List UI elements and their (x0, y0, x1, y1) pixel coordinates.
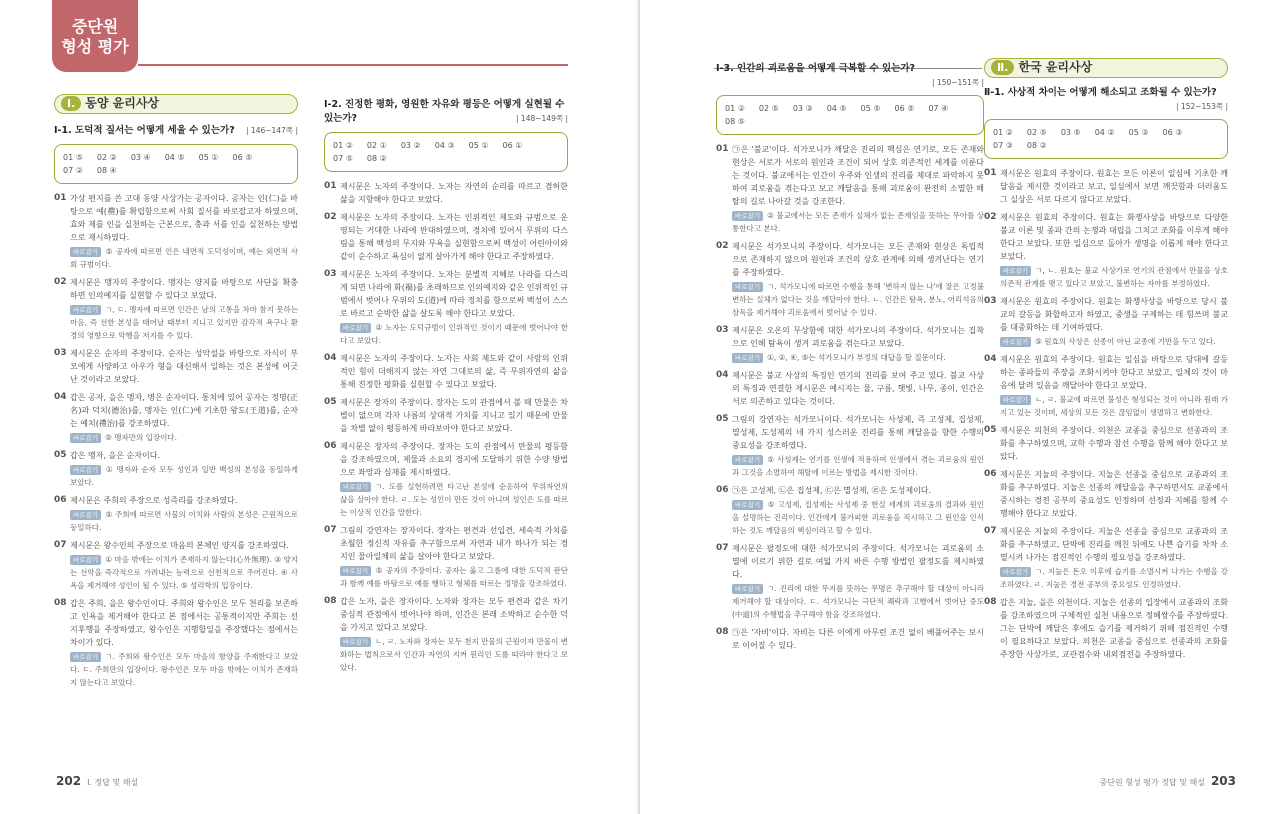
correction-note (340, 564, 568, 590)
page-number-right (1099, 774, 1236, 788)
correction-note (70, 508, 298, 534)
answer-key: 07 ③ (993, 141, 1013, 150)
explanation-item (984, 468, 1228, 520)
item-text: 제시문은 순자의 주장이다. 순자는 성악설을 바탕으로 자식이 부모에게 사양하고 아우가 형을 대신해서 일하는 것은 본성에 어긋난 것이라고 보았다. (70, 349, 298, 384)
question-title (324, 98, 568, 126)
item-number: 08 (54, 598, 67, 608)
correction-badge: 바로잡기 (70, 247, 101, 257)
correction-note (70, 431, 298, 444)
item-body (340, 595, 568, 674)
correction-text: ㄴ, ㄹ. 노자와 장자는 모두 천지 만물의 근원이자 만물이 변화하는 법칙으로서 인간과 자연의 지켜 원리인 도를 따라야 한다고 보았다. (340, 637, 568, 672)
item-number: 03 (716, 325, 729, 335)
item-body (70, 449, 298, 489)
page-number-left (56, 774, 138, 788)
item-text: 그림의 강연자는 석가모니이다. 석가모니는 사성제, 즉 고성제, 집성제, 멸성제, 도성제의 네 가지 성스러운 진리를 통해 깨달음을 향한 수행의 중요성을 강조하였다. (732, 415, 984, 450)
item-body (732, 626, 984, 652)
item-text: 제시문은 석가모니의 주장이다. 석가모니는 모든 존재와 현상은 독립적으로 존재하지 않으며 원인과 조건의 상호 관계에 의해 생겨난다는 연기를 주장하였다. (732, 242, 984, 277)
correction-badge: 바로잡기 (70, 305, 101, 315)
answer-key: 03 ③ (792, 104, 813, 113)
answer-key: 01 ② (333, 141, 353, 150)
item-text: 제시문은 원효의 주장이다. 원효는 일심을 바탕으로 당대에 갈등하는 종파들의 주장을 조화시켜야 한다고 보았고, 일체의 것이 마음에 달려 있음을 깨달아야 한다고 보았다. (1000, 355, 1228, 390)
explanation-item (984, 596, 1228, 661)
correction-badge: 바로잡기 (70, 465, 101, 475)
section-tab (52, 0, 138, 72)
correction-badge: 바로잡기 (340, 323, 371, 333)
correction-badge: 바로잡기 (70, 555, 101, 565)
item-text: 갑은 공자, 을은 맹자, 병은 순자이다. 통치에 있어 공자는 정명(正名)과 덕치(德治)를, 맹자는 인(仁)에 기초한 왕도(王道)를, 순자는 예치(禮治)를 강조하였다. (70, 393, 298, 428)
correction-note (70, 553, 298, 592)
item-body (340, 440, 568, 519)
item-text: 제시문은 주희의 주장으로 성즉리를 강조하였다. (70, 496, 238, 505)
answer-key: 08 ② (366, 154, 387, 163)
footer-label: I. 정답 및 해설 (87, 778, 139, 787)
item-number: 05 (324, 397, 337, 407)
answer-key: 05 ① (198, 153, 219, 162)
answer-key: 04 ⑤ (164, 153, 185, 162)
correction-note (732, 453, 984, 479)
item-number: 08 (984, 597, 997, 607)
item-body (340, 268, 568, 347)
correction-badge: 바로잡기 (1000, 567, 1031, 577)
answer-key: 01 ⑤ (63, 153, 83, 162)
footer-label: 중단원 형성 평가 정답 및 해설 (1099, 778, 1205, 787)
correction-note (1000, 335, 1228, 348)
item-body (1000, 353, 1228, 419)
explanation-item (54, 347, 298, 386)
item-body (70, 347, 298, 386)
correction-badge: 바로잡기 (732, 282, 763, 292)
explanation-item (984, 295, 1228, 348)
correction-badge: 바로잡기 (70, 433, 101, 443)
item-number: 07 (716, 543, 729, 553)
column-3 (716, 58, 984, 657)
tab-line2: 형성 평가 (61, 37, 129, 56)
correction-badge: 바로잡기 (1000, 266, 1031, 276)
correction-text: ㄱ, ㄷ. 맹자에 따르면 인간은 남의 고통을 차마 참지 못하는 마음, 즉 선한 본성을 태어날 때부터 지니고 있지만 감각적 욕구나 환경의 영향으로 악행을 저지를 수 있다. (70, 305, 298, 340)
section-heading-1 (54, 94, 298, 114)
explanation-item (324, 352, 568, 391)
correction-note (340, 321, 568, 347)
explanation-item (716, 413, 984, 479)
item-text: 제시문은 지눌의 주장이다. 지눌은 선종을 중심으로 교종과의 조화를 추구하였고, 단박에 진리를 깨친 뒤에도 나쁜 습기를 차차 소멸시켜 나가는 점진적인 수행의 필요성을 강조하였다. (1000, 527, 1228, 562)
correction-badge: 바로잡기 (340, 637, 371, 647)
correction-text: ㄱ. 도를 실현하려면 타고난 본성에 순응하여 무위자연의 삶을 살아야 한다. ㄹ. 도는 성인이 만든 것이 아니며 성인은 도를 따르는 이상적 인간을 말한다. (340, 482, 568, 517)
item-text: 제시문은 오온의 무상함에 대한 석가모니의 주장이다. 석가모니는 집착으로 인해 탐욕이 생겨 괴로움을 겪는다고 보았다. (732, 326, 984, 348)
item-body (340, 396, 568, 435)
explanation-item (716, 369, 984, 408)
explanation-item (54, 597, 298, 689)
item-number: 01 (324, 181, 337, 191)
explanation-item (324, 268, 568, 347)
question-title-text: Ⅰ-2. 진정한 평화, 영원한 자유와 평등은 어떻게 실현될 수 있는가? (324, 99, 565, 124)
explanation-item (54, 449, 298, 489)
answer-key: 08 ⑤ (725, 117, 745, 126)
explanation-item (54, 539, 298, 592)
item-text: 제시문은 노자의 주장이다. 노자는 인위적인 제도와 규범으로 운영되는 거대한 나라에 반대하였으며, 경치에 있어서 무위의 다스림을 통해 백성의 무지와 무욕을 실현함으로써 백성이 어린아이와 같이 순수하고 욕심이 없게 살아가게 해야 한다고 주장하였다. (340, 213, 568, 261)
answer-key: 01 ② (725, 104, 745, 113)
explanation-item (984, 353, 1228, 419)
answer-key: 04 ② (1094, 128, 1115, 137)
item-number: 07 (324, 525, 337, 535)
tab-line1: 중단원 (71, 17, 119, 36)
item-text: 갑은 지눌, 을은 의천이다. 지눌은 선종의 입장에서 교종과의 조화를 강조하였으며 구체적인 실천 내용으로 정혜쌍수를 주장하였다. 그는 단박에 깨달은 후에도 습기를 제거하기 위해 점진적인 수행이 필요하다고 보았다. 의천은 교종을 중심으로 선종과의 조화를 주장한 사상가로, 교관겸수와 내외겸전을 주장하였다. (1000, 598, 1228, 659)
explanation-item (984, 167, 1228, 206)
item-body (70, 539, 298, 592)
correction-note (732, 209, 984, 235)
item-body (1000, 525, 1228, 591)
item-body (1000, 596, 1228, 661)
question-title-text: Ⅱ-1. 사상적 차이는 어떻게 해소되고 조화될 수 있는가? (984, 87, 1217, 98)
answer-key: 03 ⑤ (1060, 128, 1081, 137)
explanation-item (324, 211, 568, 263)
correction-note (340, 480, 568, 519)
answer-key: 02 ⑤ (1026, 128, 1047, 137)
correction-text: ⑤ 고성제, 집성제는 사성제 중 현실 세계의 괴로움의 결과와 원인을 설명하는 진리이다. 인간에게 불가피한 괴로움을 직시하고 그 원인을 인식하는 것도 깨달음의 핵심이라고 할 수 있다. (732, 500, 984, 535)
answer-key: 03 ④ (130, 153, 151, 162)
answer-key: 08 ④ (96, 166, 117, 175)
section-title-1: 동양 윤리사상 (85, 96, 160, 110)
correction-badge: 바로잡기 (1000, 395, 1031, 405)
item-text: 가상 편지를 쓴 고대 동양 사상가는 공자이다. 공자는 인(仁)을 바탕으로 예(禮)를 확립함으로써 사회 질서를 바로잡고자 하였으며, 효와 제를 인을 실천하는 근본으로, 충과 서를 인을 실천하는 방법으로 제시하였다. (70, 194, 298, 242)
correction-text: ① 마음 밖에는 이치가 존재하지 않는다(心外無理). ③ 양지는 선악을 즉각적으로 가려내는 능력으로 선천적으로 주어진다. ④ 사욕을 제거해야 성인이 될 수 있다. ⑤ 성리학의 입장이다. (70, 555, 298, 590)
answer-box (324, 132, 568, 172)
correction-note (732, 498, 984, 537)
answer-box (54, 144, 298, 184)
right-page (640, 0, 1280, 814)
item-number: 03 (54, 348, 67, 358)
answer-key: 05 ③ (1128, 128, 1149, 137)
answer-box (984, 119, 1228, 159)
correction-note (70, 303, 298, 342)
answer-key: 05 ① (468, 141, 489, 150)
item-list (716, 143, 984, 652)
explanation-item (716, 324, 984, 364)
answer-box (716, 95, 984, 135)
item-body (340, 211, 568, 263)
item-text: 제시문은 원효의 주장이다. 원효는 화쟁사상을 바탕으로 다양한 불교 이론 및 종파 간의 논쟁과 대립을 그치고 조화를 이루게 해야 한다고 보았다. 또한 일심으로 돌아가 생명을 이롭게 해야 한다고 보았다. (1000, 213, 1228, 261)
item-body (732, 484, 984, 537)
correction-text: ㄱ. 주희와 왕수인은 모두 마음의 함양을 주재한다고 보았다. ㄷ. 주희만의 입장이다. 왕수인은 모두 마음 밖에는 이치가 존재하지 않는다고 보았다. (70, 652, 298, 687)
answer-key: 07 ② (63, 166, 83, 175)
item-number: 02 (984, 212, 997, 222)
explanation-item (716, 626, 984, 652)
correction-text: ①, ②, ④, ⑤는 석가모니가 부정의 대답을 할 질문이다. (767, 353, 946, 362)
section-title-2: 한국 윤리사상 (1018, 60, 1093, 74)
correction-badge: 바로잡기 (732, 500, 763, 510)
correction-text: ㄱ. 지눌은 돈오 이후에 습기를 소멸시켜 나가는 수행을 강조하였다. ㄹ. 지눌은 경전 공부의 중요성도 인정하였다. (1000, 567, 1228, 589)
item-number: 05 (984, 425, 997, 435)
correction-note (70, 463, 298, 489)
item-number: 01 (716, 144, 729, 154)
question-title (54, 124, 298, 138)
explanation-item (716, 143, 984, 235)
explanation-item (324, 180, 568, 206)
item-number: 06 (54, 495, 67, 505)
item-number: 04 (984, 354, 997, 364)
question-title (716, 62, 984, 76)
question-title-text: Ⅰ-1. 도덕적 질서는 어떻게 세울 수 있는가? (54, 125, 235, 136)
item-number: 03 (984, 296, 997, 306)
page-number: 202 (56, 774, 82, 788)
item-number: 04 (324, 353, 337, 363)
item-number: 05 (54, 450, 67, 460)
explanation-item (324, 396, 568, 435)
question-title (984, 86, 1228, 100)
item-text: 제시문은 의천의 주장이다. 의천은 교종을 중심으로 선종과의 조화를 추구하였으며, 교학 수행과 참선 수행을 함께 해야 한다고 보았다. (1000, 426, 1228, 461)
item-text: 제시문은 장자의 주장이다. 장자는 도의 관점에서 만물의 평등함을 강조하였으며, 제물과 소요의 경지에 도달하기 위한 수양 방법으로 좌망과 심재를 제시하였다. (340, 442, 568, 477)
page-range: | 152~153쪽 | (1176, 102, 1228, 111)
answer-key: 07 ⑤ (333, 154, 353, 163)
correction-badge: 바로잡기 (70, 510, 101, 520)
correction-badge: 바로잡기 (732, 211, 763, 221)
item-number: 07 (54, 540, 67, 550)
column-2 (324, 94, 568, 679)
item-number: 03 (324, 269, 337, 279)
item-text: 제시문은 노자의 주장이다. 노자는 분별적 지혜로 나라를 다스리게 되면 나라에 화(禍)를 초래하므로 인의예지와 같은 인위적인 규범에서 벗어나 무위의 도(道)에 따라 정치를 함으로써 백성이 스스로 바르고 순박한 삶을 살도록 해야 한다고 보았다. (340, 270, 568, 318)
explanation-item (716, 542, 984, 621)
item-body (732, 369, 984, 408)
item-text: 제시문은 원효의 주장이다. 원효는 모든 이론이 일심에 기초한 깨달음을 제시한 것이라고 보고, 일심에서 보면 깨끗함과 더러움도 그 실상은 서로 다르지 않다고 보았다. (1000, 169, 1228, 204)
column-4 (984, 58, 1228, 666)
item-body (70, 276, 298, 342)
item-number: 01 (984, 168, 997, 178)
item-body (340, 352, 568, 391)
item-text: 제시문은 왕수인의 주장으로 마음의 본체인 양지를 강조하였다. (70, 541, 289, 550)
item-body (70, 391, 298, 444)
page-range: | 148~149쪽 | (516, 114, 568, 123)
correction-note (732, 280, 984, 319)
item-text: 갑은 노자, 을은 장자이다. 노자와 장자는 모두 편견과 같은 차기 중심적 관점에서 벗어나야 하며, 인간은 본래 소박하고 순수한 덕을 가지고 있다고 보았다. (340, 597, 568, 632)
item-number: 06 (984, 469, 997, 479)
item-text: 그림의 강연자는 장자이다. 장자는 편견과 선입견, 세속적 가치를 초월한 정신적 자유를 추구함으로써 자연과 내가 하나가 되는 경지인 물아일체의 삶을 살아야 한다고 보았다. (340, 526, 568, 561)
correction-badge: 바로잡기 (732, 584, 763, 594)
item-text: 갑은 주희, 을은 왕수인이다. 주희와 왕수인은 모두 천리를 보존하고 인욕을 제거해야 한다고 본 점에서는 공통적이지만 주희는 선지후행을 주장하였고, 왕수인은 지행합일을 주장했다는 점에서는 차이가 있다. (70, 599, 298, 647)
item-text: 제시문은 지눌의 주장이다. 지눌은 선종을 중심으로 교종과의 조화를 추구하였다. 지눌은 선종의 깨달음을 추구하면서도 교종에서 중시하는 경전 공부의 중요성도 인정하며 선정과 지혜를 함께 수행해야 한다고 보았다. (1000, 470, 1228, 518)
correction-badge: 바로잡기 (732, 455, 763, 465)
correction-text: ⑤ 원효의 사상은 선종이 아닌 교종에 기반을 두고 있다. (1035, 337, 1216, 346)
answer-key: 01 ② (993, 128, 1013, 137)
explanation-item (984, 211, 1228, 290)
correction-note (1000, 264, 1228, 290)
correction-badge: 바로잡기 (1000, 337, 1031, 347)
item-number: 02 (54, 277, 67, 287)
explanation-item (54, 192, 298, 271)
correction-text: ⑤ 사성제는 연기를 인생에 적용하여 인생에서 겪는 괴로움의 원인과 그것을 소멸하여 해탈에 이르는 방법을 제시한 것이다. (732, 455, 984, 477)
item-list (324, 180, 568, 674)
page-range: | 150~151쪽 | (932, 78, 984, 87)
page-number: 203 (1210, 774, 1236, 788)
correction-note (1000, 565, 1228, 591)
correction-note (70, 245, 298, 271)
answer-key: 02 ② (96, 153, 117, 162)
explanation-item (54, 276, 298, 342)
correction-note (732, 582, 984, 621)
explanation-item (984, 424, 1228, 463)
item-number: 07 (984, 526, 997, 536)
item-text: 제시문은 장자의 주장이다. 장자는 도의 관점에서 볼 때 만물은 차별이 없으며 각자 나름의 상대적 가치를 지니고 있기 때문에 만물을 차별 없이 평등하게 바라보아야 한다고 보았다. (340, 398, 568, 433)
page-range: | 146~147쪽 | (246, 126, 298, 135)
correction-text: ⑤ 공자의 주장이다. 공자는 옳고 그름에 대한 도덕적 판단과 함께 예를 바탕으로 예를 행하고 형체를 따르는 정명을 강조하였다. (340, 566, 568, 588)
item-body (1000, 211, 1228, 290)
explanation-item (54, 391, 298, 444)
section-heading-2 (984, 58, 1228, 78)
item-body (1000, 295, 1228, 348)
item-text: ㉠은 고성제, ㉡은 집성제, ㉢은 멸성제, ㉣은 도성제이다. (732, 486, 932, 495)
answer-key: 06 ③ (1162, 128, 1183, 137)
item-body (1000, 468, 1228, 520)
item-number: 04 (54, 392, 67, 402)
explanation-item (324, 440, 568, 519)
item-text: 제시문은 원효의 주장이다. 원효는 화쟁사상을 바탕으로 당시 불교의 갈등을 화합하고자 하였고, 중생을 구제하는 데 힘쓰며 불교를 대중화하는 데 기여하였다. (1000, 297, 1228, 332)
item-text: 제시문은 불교 사상의 특징인 연기의 진리를 보여 주고 있다. 불교 사상의 특징과 연결한 제시문은 예시지는 물, 구름, 햇빛, 나무, 종이, 인간은 서로 의존하고 있다는 것이다. (732, 371, 984, 406)
item-number: 06 (324, 441, 337, 451)
item-list (984, 167, 1228, 661)
item-text: ㉠은 '자비'이다. 자비는 다른 이에게 아무런 조건 없이 베풀어주는 보시로 이어질 수 있다. (732, 628, 984, 650)
question-title-text: Ⅰ-3. 인간의 괴로움을 어떻게 극복할 수 있는가? (716, 63, 916, 74)
answer-key: 06 ① (502, 141, 523, 150)
column-1 (54, 94, 298, 694)
item-number: 02 (324, 212, 337, 222)
explanation-item (984, 525, 1228, 591)
correction-note (70, 650, 298, 689)
item-body (340, 180, 568, 206)
item-body (70, 597, 298, 689)
correction-text: ⑤ 주희에 따르면 사물의 이치와 사람의 본성은 근원적으로 동일하다. (70, 510, 298, 532)
correction-text: ⑤ 맹자만의 입장이다. (105, 433, 177, 442)
item-number: 02 (716, 241, 729, 251)
item-text: 제시문은 팔정도에 대한 석가모니의 주장이다. 석가모니는 괴로움의 소멸에 이르기 위한 길로 여덟 가지 바른 수행 방법인 팔정도를 제시하였다. (732, 544, 984, 579)
correction-text: ② 불교에서는 모든 존재가 실체가 없는 존재임을 뜻하는 무아를 상통한다고 본다. (732, 211, 984, 233)
item-body (732, 143, 984, 235)
item-body (70, 494, 298, 534)
correction-note (340, 635, 568, 674)
answer-key: 07 ④ (928, 104, 949, 113)
item-body (732, 240, 984, 319)
section-number-2: Ⅱ. (991, 60, 1014, 75)
item-number: 08 (716, 627, 729, 637)
correction-text: ② 노자는 도덕규범이 인위적인 것이기 때문에 벗어나야 한다고 보았다. (340, 323, 568, 345)
answer-key: 03 ② (400, 141, 421, 150)
item-body (1000, 167, 1228, 206)
answer-key: 02 ⑤ (758, 104, 779, 113)
answer-key: 04 ③ (434, 141, 455, 150)
correction-badge: 바로잡기 (732, 353, 763, 363)
item-number: 06 (716, 485, 729, 495)
item-text: 제시문은 노자의 주장이다. 노자는 자연의 순리를 따르고 겸허한 삶을 지향해야 한다고 보았다. (340, 182, 568, 204)
answer-key: 05 ⑤ (860, 104, 881, 113)
correction-note (732, 351, 984, 364)
top-rule (138, 64, 568, 66)
answer-key: 06 ⑤ (894, 104, 915, 113)
item-body (340, 524, 568, 590)
item-number: 08 (324, 596, 337, 606)
correction-text: ㄴ, ㄹ. 불교에 따르면 불성은 형성되는 것이 아니라 원래 가지고 있는 것이며, 세상의 모든 것은 끊임없이 생멸하고 변화한다. (1000, 395, 1228, 417)
item-list (54, 192, 298, 689)
correction-badge: 바로잡기 (340, 482, 371, 492)
item-text: 갑은 맹자, 을은 순자이다. (70, 451, 160, 460)
item-text: 제시문은 노자의 주장이다. 노자는 사회 제도와 같이 사람의 인위적인 힘이 더해지지 않는 자연 그대로의 삶, 즉 무위자연의 삶을 통해 진정한 평화를 실현할 수 있다고 보았다. (340, 354, 568, 389)
correction-text: ㄱ. 진리에 대한 무지를 뜻하는 무명은 추구해야 할 대상이 아니라 제거해야 할 대상이다. ㄷ. 석가모니는 극단적 쾌락과 고행에서 벗어난 중도(中道)의 수행법을 추구해야 함을 강조하였다. (732, 584, 984, 619)
correction-note (1000, 393, 1228, 419)
correction-badge: 바로잡기 (70, 652, 101, 662)
correction-text: ㄱ, ㄴ. 원효는 불교 사상가로 연기의 관점에서 만물을 상호 의존적 관계를 맺고 있다고 보았고, 불변하는 자아를 부정하였다. (1000, 266, 1228, 288)
answer-key: 08 ② (1026, 141, 1047, 150)
item-number: 01 (54, 193, 67, 203)
item-body (732, 324, 984, 364)
explanation-item (324, 595, 568, 674)
item-text: 제시문은 맹자의 주장이다. 맹자는 양지를 바탕으로 사단을 확충하면 인의예지를 실현할 수 있다고 보았다. (70, 278, 298, 300)
explanation-item (54, 494, 298, 534)
answer-key: 04 ⑤ (826, 104, 847, 113)
item-body (732, 542, 984, 621)
correction-text: ⑤ 공자에 따르면 인은 내면적 도덕성이며, 예는 외면적 사회 규범이다. (70, 247, 298, 269)
explanation-item (716, 240, 984, 319)
answer-key: 06 ⑤ (232, 153, 253, 162)
correction-badge: 바로잡기 (340, 566, 371, 576)
item-number: 05 (716, 414, 729, 424)
correction-text: ① 맹자와 순자 모두 성인과 일반 백성의 본성을 동일하게 보았다. (70, 465, 298, 487)
explanation-item (716, 484, 984, 537)
item-body (1000, 424, 1228, 463)
item-body (70, 192, 298, 271)
explanation-item (324, 524, 568, 590)
section-number-1: Ⅰ. (61, 96, 81, 111)
item-number: 04 (716, 370, 729, 380)
item-text: ㉠은 '불교'이다. 석가모니가 깨달은 진리의 핵심은 연기로, 모든 존재와 현상은 서로가 서로의 원인과 조건이 되어 상호 의존적인 세계를 이룬다는 것이다. 불교에서는 인간이 우주와 인생의 진리를 제대로 파악하지 못하여 괴로움을 겪는다고 보고 깨달음을 통해 괴로움이 완전히 소멸한 해탈의 길로 나아갈 것을 강조한다. (732, 145, 984, 206)
answer-key: 02 ① (366, 141, 387, 150)
correction-text: ㄱ. 석가모니에 따르면 수행을 통해 '변하지 않는 나'에 잘은 고정불변하는 실체가 없다는 것을 깨달아야 한다. ㄴ. 인간은 탐욕, 분노, 어리석음의 삼독을 제거해야 괴로움에서 벗어날 수 있다. (732, 282, 984, 317)
item-body (732, 413, 984, 479)
